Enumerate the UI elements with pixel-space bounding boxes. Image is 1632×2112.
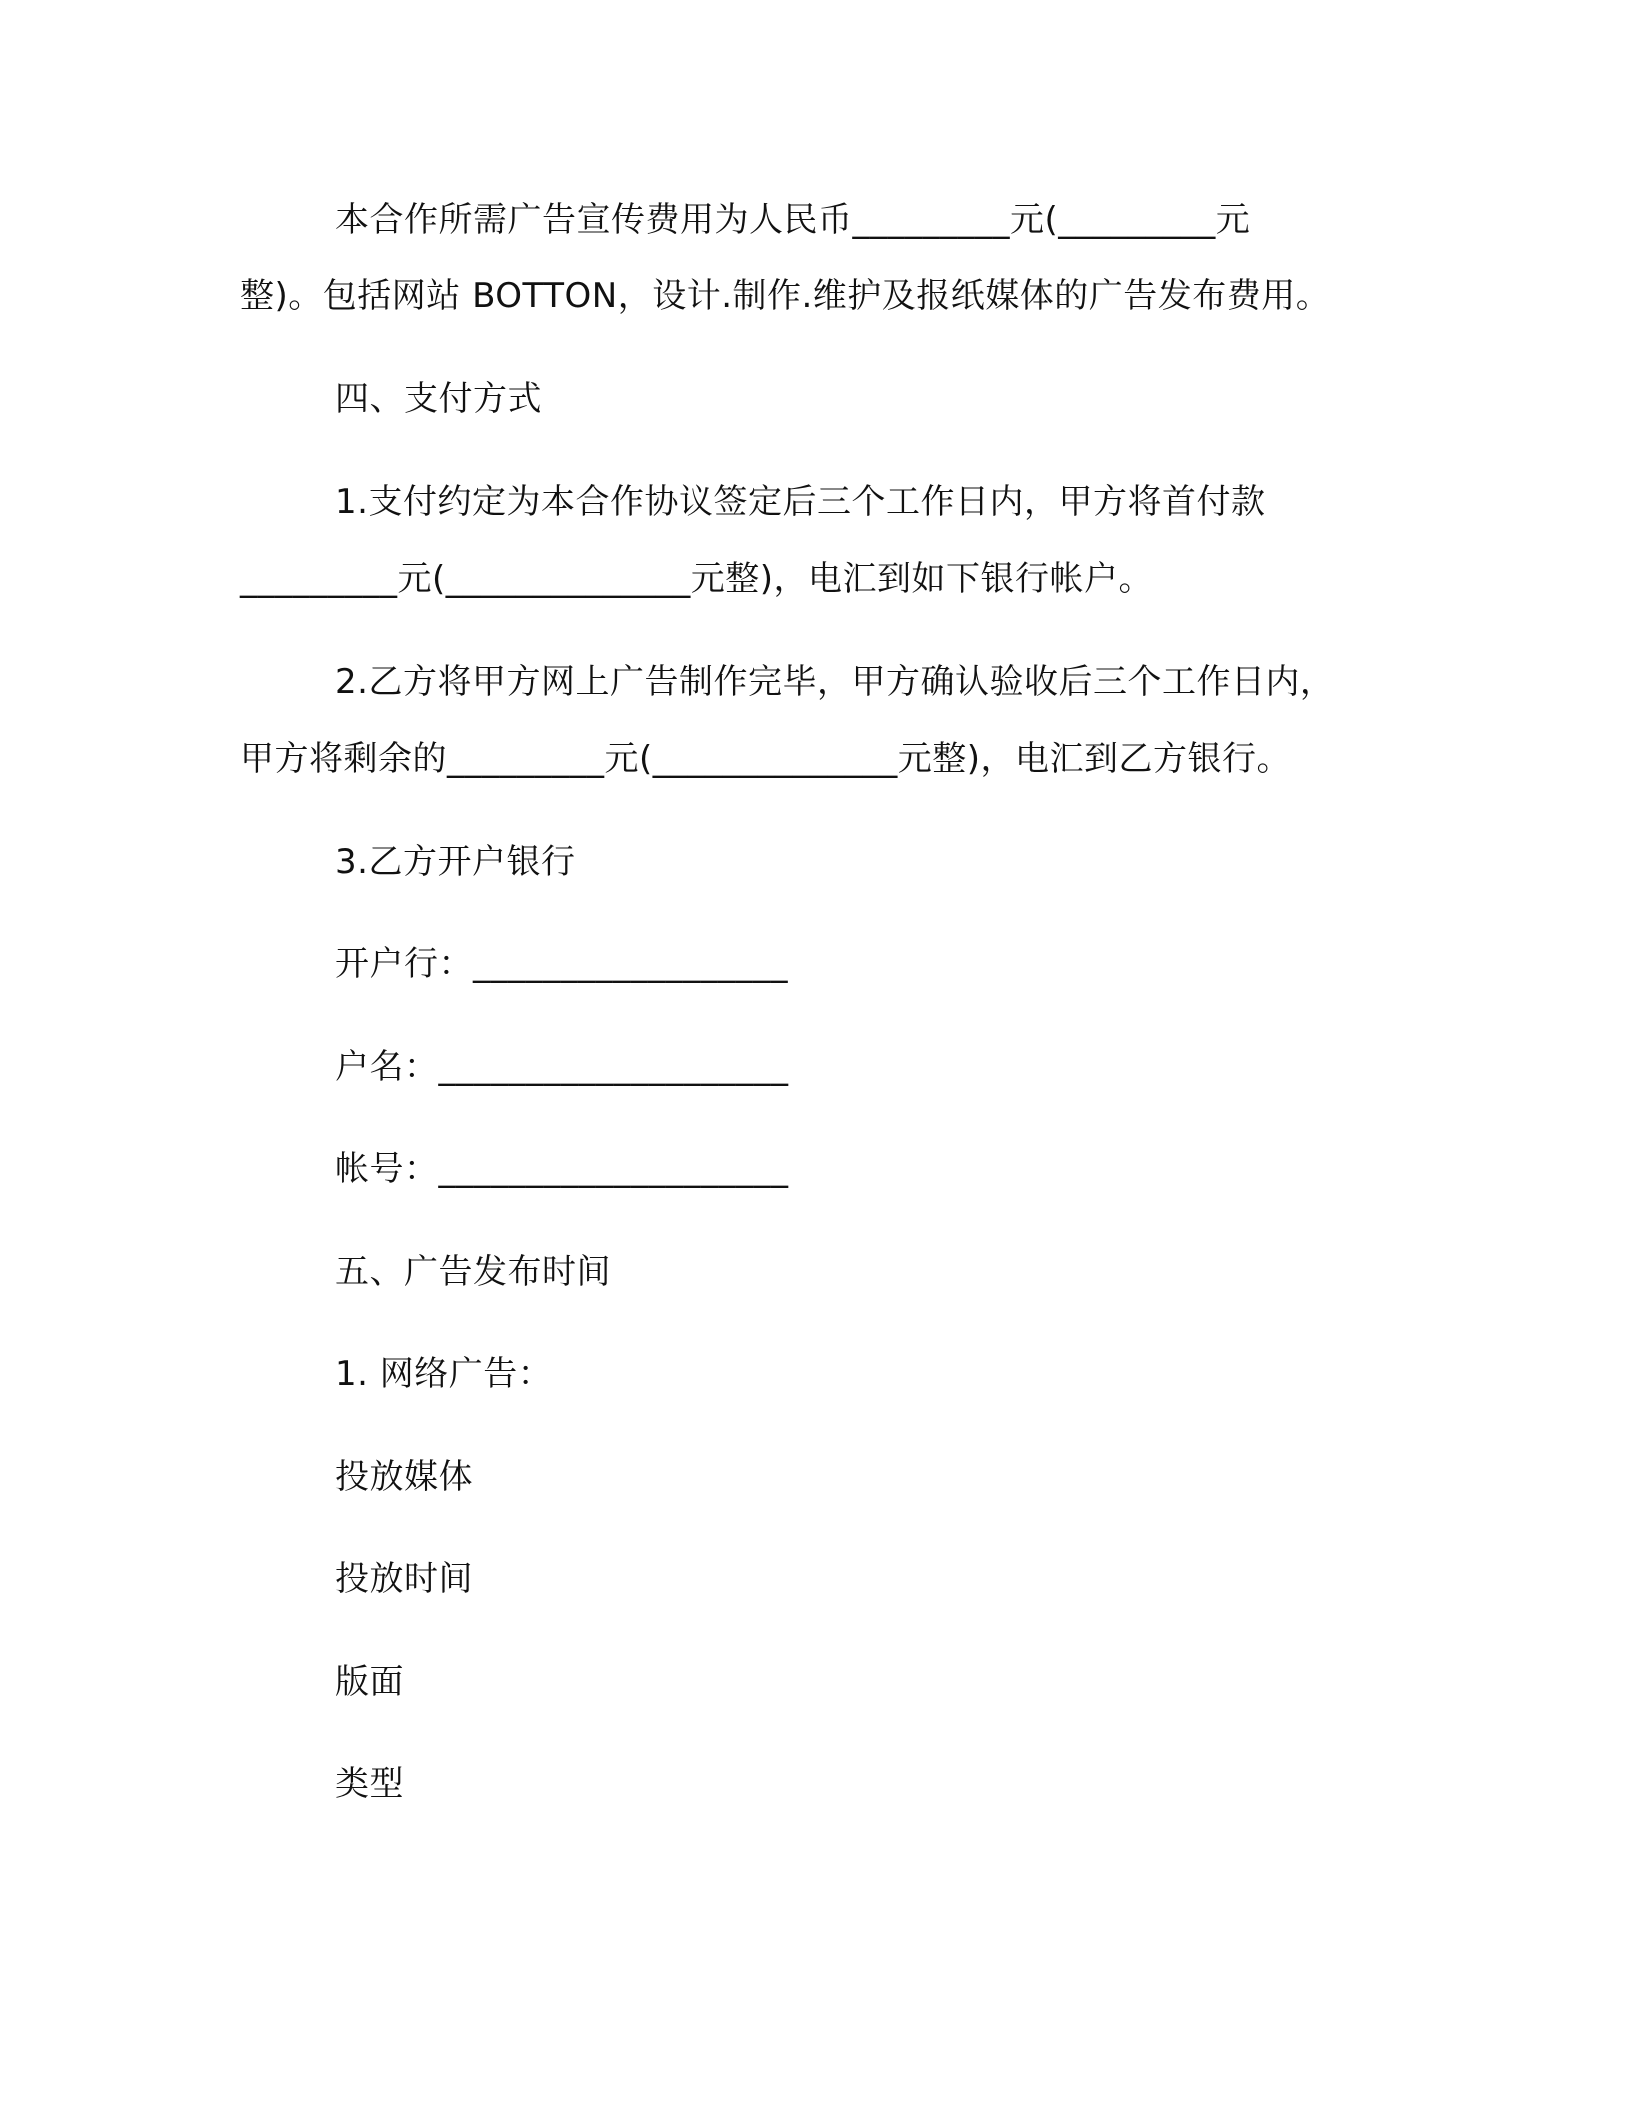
ad-media-item: 投放媒体 bbox=[335, 1457, 473, 1497]
paragraph-fee-line-1: 本合作所需广告宣传费用为人民币_________元(_________元 bbox=[335, 200, 1251, 240]
account-name-field: 户名：____________________ bbox=[335, 1047, 789, 1087]
bank-name-field: 开户行：__________________ bbox=[335, 944, 788, 984]
payment-clause-2-line-1: 2.乙方将甲方网上广告制作完毕，甲方确认验收后三个工作日内， bbox=[335, 662, 1335, 702]
network-ad-heading: 1. 网络广告： bbox=[335, 1354, 553, 1394]
account-number-field: 帐号：____________________ bbox=[335, 1149, 789, 1189]
ad-type-item: 类型 bbox=[335, 1764, 404, 1804]
payment-clause-2-line-2: 甲方将剩余的_________元(______________元整)，电汇到乙方银行。 bbox=[240, 739, 1292, 779]
payment-clause-3-heading: 3.乙方开户银行 bbox=[335, 842, 576, 882]
ad-time-item: 投放时间 bbox=[335, 1559, 473, 1599]
section-heading-ad-time: 五、广告发布时间 bbox=[335, 1252, 611, 1292]
section-heading-payment: 四、支付方式 bbox=[335, 379, 542, 419]
payment-clause-1-line-2: _________元(______________元整)，电汇到如下银行帐户。 bbox=[240, 559, 1154, 599]
paragraph-fee-line-2: 整)。包括网站 BOTTON，设计.制作.维护及报纸媒体的广告发布费用。 bbox=[240, 276, 1331, 316]
ad-layout-item: 版面 bbox=[335, 1662, 404, 1702]
payment-clause-1-line-1: 1.支付约定为本合作协议签定后三个工作日内，甲方将首付款 bbox=[335, 482, 1266, 522]
